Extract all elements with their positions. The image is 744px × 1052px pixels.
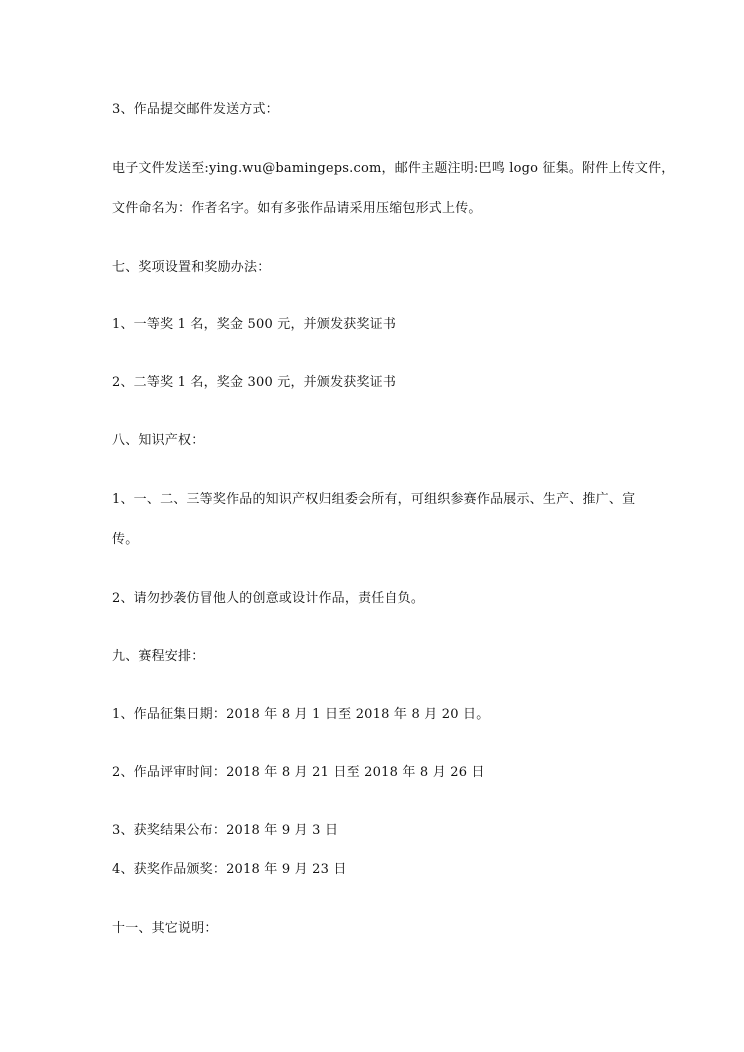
email-instruction-line-1: 电子文件发送至:ying.wu@bamingeps.com，邮件主题注明:巴鸣 logo 征集。附件上传文件， — [112, 161, 675, 176]
schedule-item-4: 4、获奖作品颁奖：2018 年 9 月 23 日 — [112, 862, 347, 877]
ip-item-1-line-1: 1、一、二、三等奖作品的知识产权归组委会所有，可组织参赛作品展示、生产、推广、宣 — [112, 492, 636, 507]
section-7-heading: 七、奖项设置和奖励办法： — [112, 260, 271, 275]
submission-method-heading: 3、作品提交邮件发送方式： — [112, 102, 279, 117]
section-9-heading: 九、赛程安排： — [112, 649, 205, 664]
ip-item-2: 2、请勿抄袭仿冒他人的创意或设计作品，责任自负。 — [112, 591, 425, 606]
section-11-heading: 十一、其它说明： — [112, 921, 218, 936]
first-prize-item: 1、一等奖 1 名，奖金 500 元，并颁发获奖证书 — [112, 317, 397, 332]
section-8-heading: 八、知识产权： — [112, 433, 205, 448]
schedule-item-2: 2、作品评审时间：2018 年 8 月 21 日至 2018 年 8 月 26 日 — [112, 765, 485, 780]
second-prize-item: 2、二等奖 1 名，奖金 300 元，并颁发获奖证书 — [112, 375, 397, 390]
schedule-item-3: 3、获奖结果公布：2018 年 9 月 3 日 — [112, 823, 339, 838]
email-instruction-line-2: 文件命名为：作者名字。如有多张作品请采用压缩包形式上传。 — [112, 201, 482, 216]
schedule-item-1: 1、作品征集日期：2018 年 8 月 1 日至 2018 年 8 月 20 日。 — [112, 707, 490, 722]
ip-item-1-line-2: 传。 — [112, 532, 139, 547]
